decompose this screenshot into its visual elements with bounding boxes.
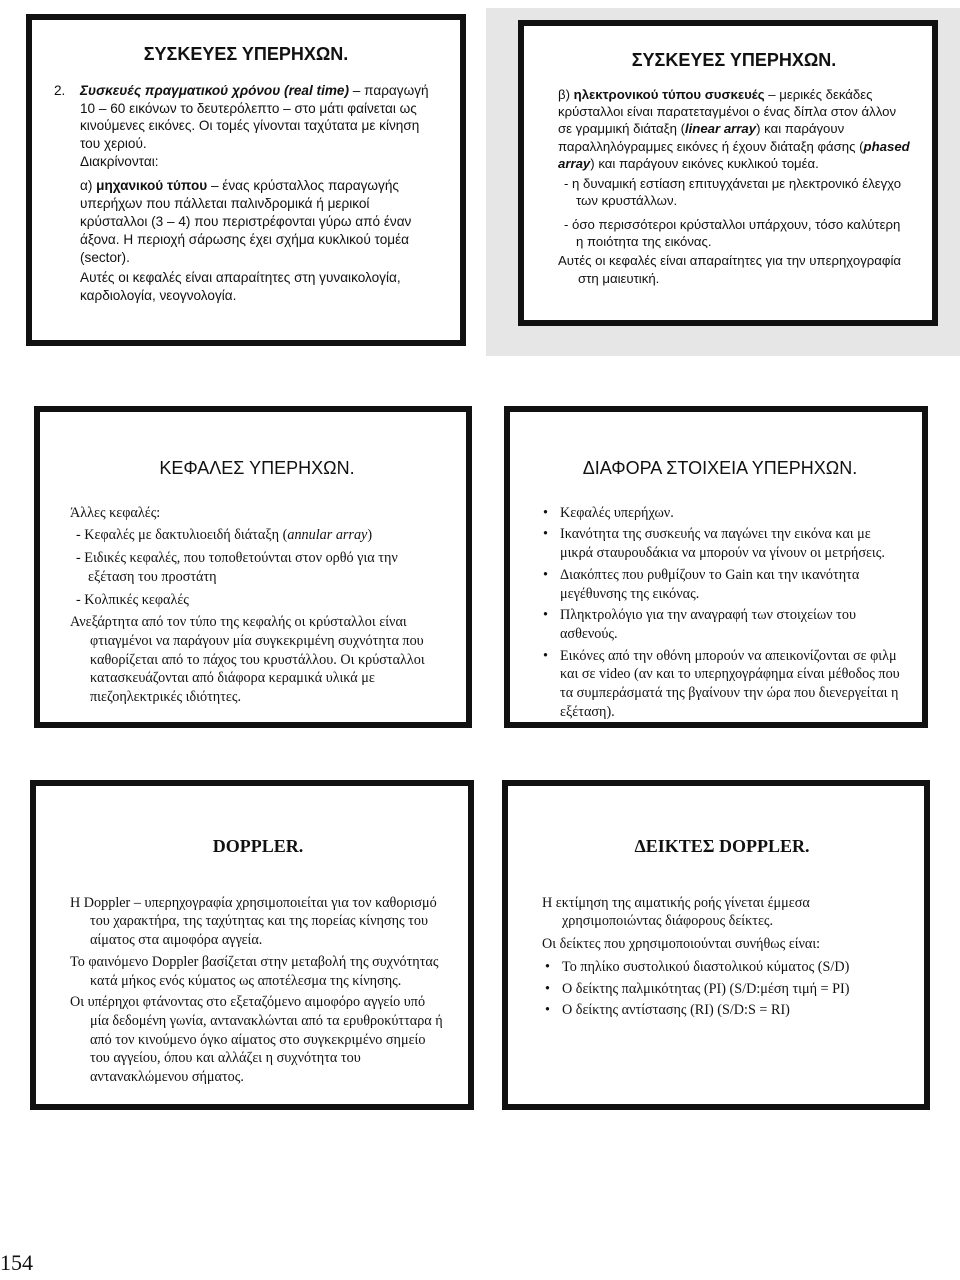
doppler-definition: Η Doppler – υπερηχογραφία χρησιμοποιείται για τον καθορισμό του χαρακτήρα, της ταχύτητας και της πορείας κίνησης του αίματος στα αιμοφόρα αγγεία. — [70, 894, 437, 949]
electronic-type — [558, 86, 910, 173]
list-item: • Ο δείκτης παλμικότητας (PI) (S/D:μέση τιμή = PI) — [542, 980, 902, 999]
dynamic-focus: - η δυναμική εστίαση επιτυγχάνεται με ηλεκτρονικό έλεγχο των κρυστάλλων. — [564, 175, 902, 209]
uses-paragraph: Αυτές οι κεφαλές είναι απαραίτητες για την υπερηχογραφία στη μαιευτική. — [558, 253, 902, 286]
slide-real-time-devices — [26, 14, 466, 346]
slide-electronic-devices — [518, 20, 938, 326]
d1-pre: - Κεφαλές με δακτυλιοειδή διάταξη ( — [76, 527, 288, 544]
vaginal-heads-item: - Κολπικές κεφαλές — [76, 591, 189, 608]
indices-list — [542, 958, 902, 1020]
b-linear: linear array — [684, 121, 757, 137]
more-crystals: - όσο περισσότεροι κρύσταλλοι υπάρχουν, τόσο καλύτερη η ποιότητα της εικόνας. — [564, 216, 901, 249]
list-item: • Το πηλίκο συστολικού διαστολικού κύματος (S/D) — [542, 958, 902, 977]
slide-doppler-indices — [502, 780, 930, 1110]
list-item: • Κεφαλές υπερήχων. — [540, 504, 900, 523]
list-item: • Ικανότητα της συσκευής να παγώνει την εικόνα και με μικρά σταυρουδάκια να μπορούν να γίνουν οι μετρήσεις. — [540, 525, 900, 562]
item-rest: – παραγωγή 10 – 60 εικόνων το δευτερόλεπτο – στο μάτι φαίνεται ως κινούμενες εικόνες. Οι τομές γίνονται ταχύτατα με κίνηση του χεριού. — [80, 82, 429, 152]
item-number: 2. — [54, 82, 66, 98]
slide-title: ΣΥΣΚΕΥΕΣ ΥΠΕΡΗΧΩΝ. — [631, 50, 837, 70]
b-label: β) — [558, 86, 574, 102]
rectal-heads-item: - Ειδικές κεφαλές, που τοποθετούνται στον ορθό για την εξέταση του προστάτη — [76, 550, 398, 585]
mechanical-type — [54, 177, 438, 267]
a-rest: – ένας κρύσταλλος παραγωγής υπερήχων που πάλλεται παλινδρομικά ή μερικοί κρύσταλλοι (3 – 4) που περιστρέφονται γύρω από έναν άξονα. Η περιοχή σάρωσης έχει σχήμα κυκλικού τομέα (sector). — [80, 178, 412, 266]
distinguish-label: Διακρίνονται: — [80, 154, 159, 170]
crystals-paragraph: Ανεξάρτητα από τον τύπο της κεφαλής οι κρύσταλλοι είναι φτιαγμένοι να παράγουν μία συγκεκριμένη συχνότητα που καθορίζεται από το πάχος του κρυστάλλου. Οι κρύσταλλοι κατασκευάζονται από διάφορα κεραμικά υλικά με πιεζοηλεκτρικές ιδιότητες. — [70, 614, 425, 706]
indices-intro: Οι δείκτες που χρησιμοποιούνται συνήθως είναι: — [542, 936, 821, 953]
slide-title: ΣΥΣΚΕΥΕΣ ΥΠΕΡΗΧΩΝ. — [143, 44, 349, 64]
annular-array-item — [70, 526, 444, 545]
uses-paragraph: Αυτές οι κεφαλές είναι απαραίτητες στη γυναικολογία, καρδιολογία, νεογνολογία. — [80, 269, 401, 303]
list-item: • Εικόνες από την οθόνη μπορούν να απεικονίζονται σε φιλμ και σε video (αν και το υπερηχογράφημα είναι μέθοδος που τα συμπεράσματά της βγαίνουν την ώρα που διενεργείται η εξέταση). — [540, 647, 900, 722]
other-heads-label: Άλλες κεφαλές: — [70, 504, 161, 521]
list-item: • Ο δείκτης αντίστασης (RI) (S/D:S = RI) — [542, 1001, 902, 1020]
b-rest2: ) και παράγουν παραλληλόγραμμες εικόνες ή έχουν διάταξη φάσης ( — [558, 121, 864, 154]
b-phased: phased array — [558, 138, 910, 172]
a-bold: μηχανικού τύπου — [96, 178, 208, 194]
slide-title: ΚΕΦΑΛΕΣ ΥΠΕΡΗΧΩΝ. — [159, 458, 355, 478]
slide-various-elements — [504, 406, 928, 728]
slide-title: ΔΙΑΦΟΡΑ ΣΤΟΙΧΕΙΑ ΥΠΕΡΗΧΩΝ. — [582, 458, 858, 478]
d1-italic: annular array — [287, 527, 368, 544]
slide-title: DOPPLER. — [212, 836, 304, 856]
b-bold: ηλεκτρονικού τύπου συσκευές — [573, 86, 765, 102]
flow-estimation: Η εκτίμηση της αιματικής ροής γίνεται έμμεσα χρησιμοποιώντας διάφορους δείκτες. — [542, 894, 810, 930]
doppler-phenomenon: Το φαινόμενο Doppler βασίζεται στην μεταβολή της συχνότητας κατά μήκος ενός κύματος ως αποτέλεσμα της κίνησης. — [70, 953, 439, 989]
doppler-reflection: Οι υπέρηχοι φτάνοντας στο εξεταζόμενο αιμοφόρο αγγείο υπό μία δεδομένη γωνία, αντανακλώνται από τα ερυθροκύτταρα ή από τον κινούμενο όγκο αίματος στο συγκεκριμένο σημείο του αγγείου, όπου και αλλάζει η συχνότητα του αντανακλώμενου σήματος. — [70, 994, 443, 1086]
list-item: • Διακόπτες που ρυθμίζουν το Gain και την ικανότητα μεγέθυνσης της εικόνας. — [540, 566, 900, 603]
page-number: 154 — [0, 1250, 33, 1275]
b-rest3: ) και παράγουν εικόνες κυκλικού τομέα. — [590, 156, 819, 172]
slide-ultrasound-heads — [34, 406, 472, 728]
d1-post: ) — [367, 527, 373, 544]
a-label: α) — [80, 178, 97, 194]
item-lead: Συσκευές πραγματικού χρόνου (real time) — [80, 82, 350, 98]
b-rest1: – μερικές δεκάδες κρύσταλλοι είναι παρατεταγμένοι ο ένας δίπλα στον άλλον σε γραμμική διάταξη ( — [558, 86, 897, 137]
elements-list — [540, 504, 900, 722]
slide-doppler — [30, 780, 474, 1110]
item-real-time — [54, 82, 438, 154]
list-item: • Πληκτρολόγιο για την αναγραφή των στοιχείων του ασθενούς. — [540, 606, 900, 643]
slide-title: ΔΕΙΚΤΕΣ DOPPLER. — [634, 836, 810, 856]
